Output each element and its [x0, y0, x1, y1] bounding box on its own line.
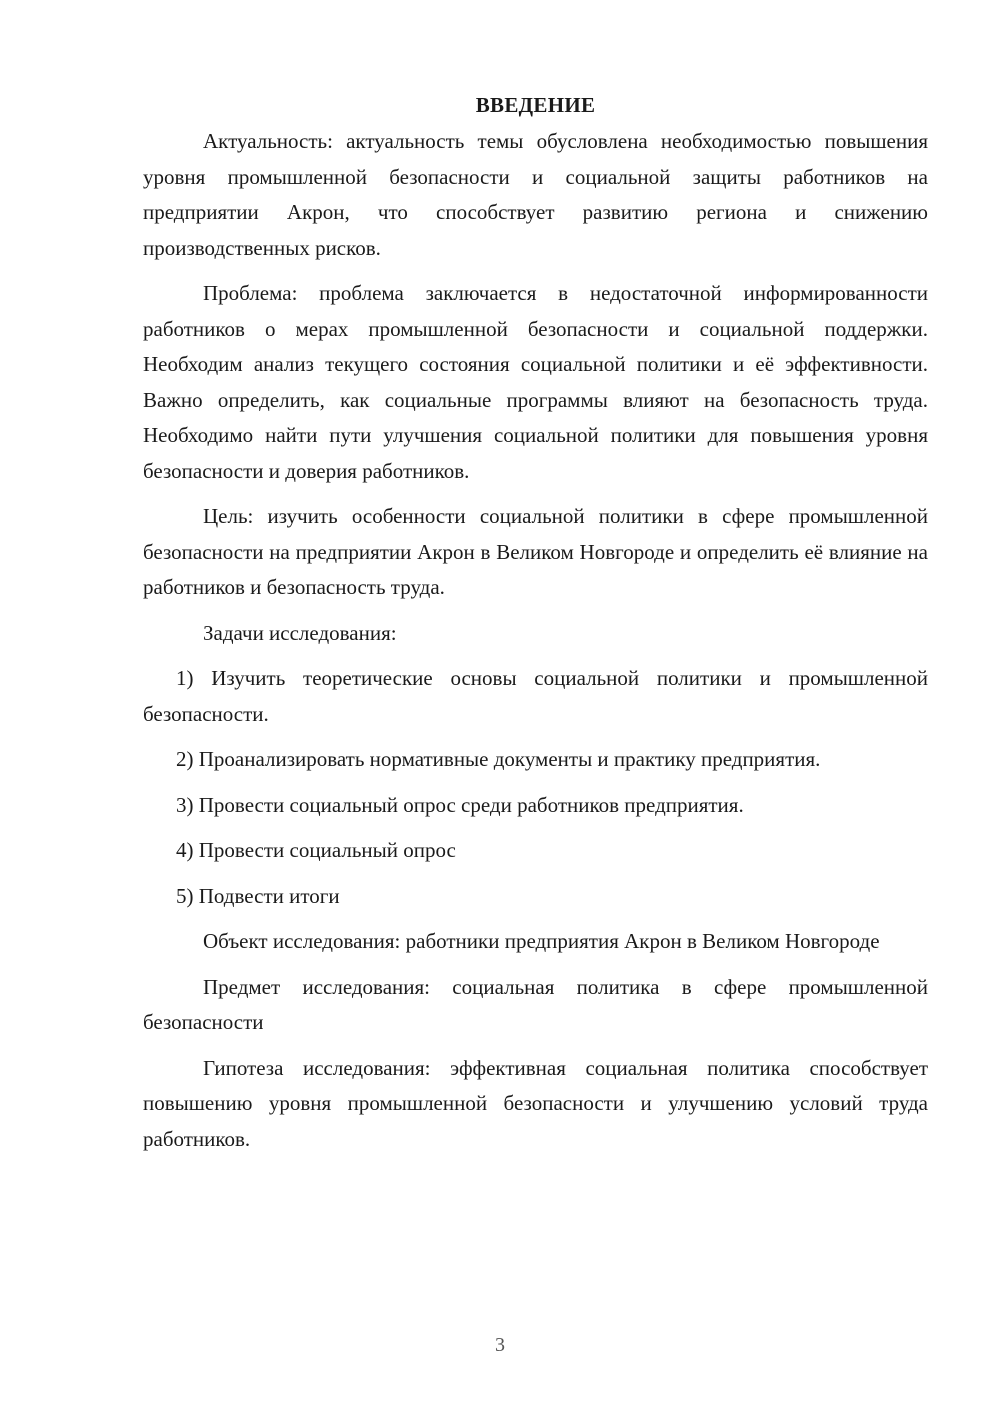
paragraph-subject: Предмет исследования: социальная политика в сфере промышленной безопасности	[143, 974, 928, 1034]
document-page	[143, 90, 928, 1167]
paragraph-tasks-heading: Задачи исследования:	[203, 620, 397, 645]
task-item-1: 1) Изучить теоретические основы социальной политики и промышленной безопасности.	[143, 666, 928, 726]
paragraph-problem: Проблема: проблема заключается в недостаточной информированности работников о мерах промышленной безопасности и социальной поддержки. Необходим анализ текущего состояния социальной политики и её эффективности. Важно определить, как социальные программы влияют на безопасность труда. Необходимо найти пути улучшения социальной политики для повышения уровня безопасности и доверия работников.	[143, 281, 928, 483]
page-title: ВВЕДЕНИЕ	[475, 93, 596, 117]
paragraph-goal: Цель: изучить особенности социальной политики в сфере промышленной безопасности на предприятии Акрон в Великом Новгороде и определить её влияние на работников и безопасность труда.	[143, 504, 928, 599]
paragraph-object: Объект исследования: работники предприятия Акрон в Великом Новгороде	[203, 929, 880, 953]
task-item-4: 4) Провести социальный опрос	[176, 838, 456, 862]
task-item-3: 3) Провести социальный опрос среди работников предприятия.	[176, 792, 744, 817]
paragraph-hypothesis: Гипотеза исследования: эффективная социальная политика способствует повышению уровня промышленной безопасности и улучшению условий труда работников.	[143, 1055, 928, 1151]
page-number: 3	[495, 1334, 505, 1356]
paragraph-relevance: Актуальность: актуальность темы обусловлена необходимостью повышения уровня промышленной безопасности и социальной защиты работников на предприятии Акрон, что способствует развитию региона и снижению производственных рисков.	[143, 129, 928, 260]
task-item-2: 2) Проанализировать нормативные документы и практику предприятия.	[176, 747, 821, 771]
task-item-5: 5) Подвести итоги	[176, 883, 340, 908]
